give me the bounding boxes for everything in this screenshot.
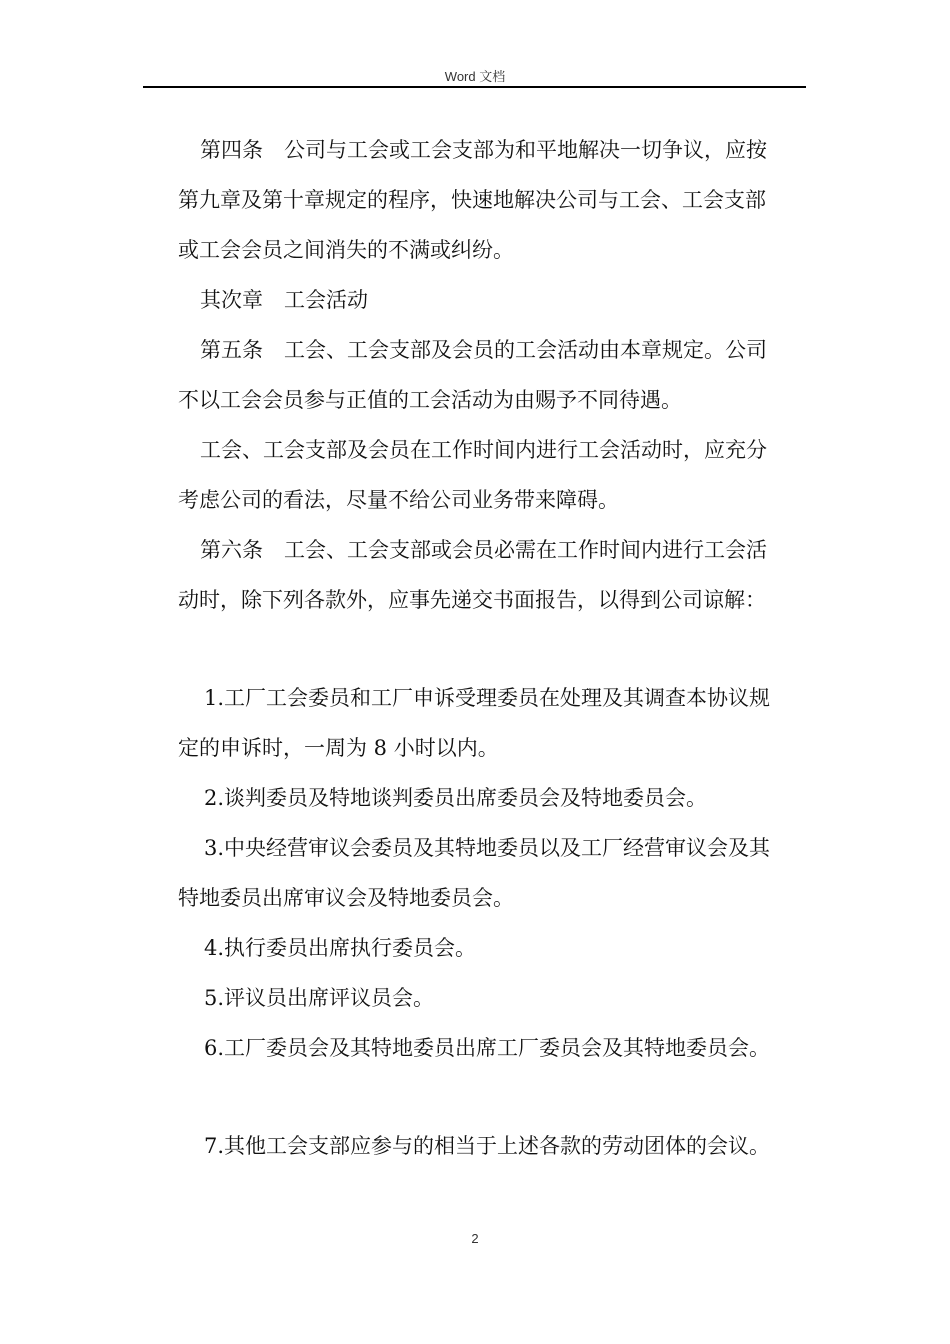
list-item: 4.执行委员出席执行委员会。	[204, 936, 477, 960]
chapter-heading: 其次章 工会活动	[200, 288, 368, 312]
text-line: 第五条 工会、工会支部及会员的工会活动由本章规定。公司	[200, 338, 767, 362]
text-line: 第四条 公司与工会或工会支部为和平地解决一切争议，应按	[200, 138, 767, 162]
list-item: 1.工厂工会委员和工厂申诉受理委员在处理及其调查本协议规	[204, 686, 771, 710]
list-item: 6.工厂委员会及其特地委员出席工厂委员会及其特地委员会。	[204, 1036, 771, 1060]
list-item: 2.谈判委员及特地谈判委员出席委员会及特地委员会。	[204, 786, 708, 810]
text-line: 考虑公司的看法，尽量不给公司业务带来障碍。	[178, 488, 619, 512]
text-line: 动时，除下列各款外，应事先递交书面报告，以得到公司谅解：	[178, 588, 766, 612]
list-item: 7.其他工会支部应参与的相当于上述各款的劳动团体的会议。	[204, 1134, 771, 1158]
header-rule	[143, 86, 806, 88]
text-line: 或工会会员之间消失的不满或纠纷。	[178, 238, 514, 262]
page-header: Word 文档	[444, 69, 506, 84]
list-item: 5.评议员出席评议员会。	[204, 986, 435, 1010]
text-line: 不以工会会员参与正值的工会活动为由赐予不同待遇。	[178, 388, 682, 412]
text-line: 第六条 工会、工会支部或会员必需在工作时间内进行工会活	[200, 538, 767, 562]
text-line: 第九章及第十章规定的程序，快速地解决公司与工会、工会支部	[178, 188, 766, 212]
text-line: 特地委员出席审议会及特地委员会。	[178, 886, 514, 910]
list-item: 3.中央经营审议会委员及其特地委员以及工厂经营审议会及其	[204, 836, 771, 860]
page-number: 2	[471, 1231, 479, 1246]
text-line: 工会、工会支部及会员在工作时间内进行工会活动时，应充分	[200, 438, 767, 462]
text-line: 定的申诉时，一周为 8 小时以内。	[178, 736, 499, 760]
